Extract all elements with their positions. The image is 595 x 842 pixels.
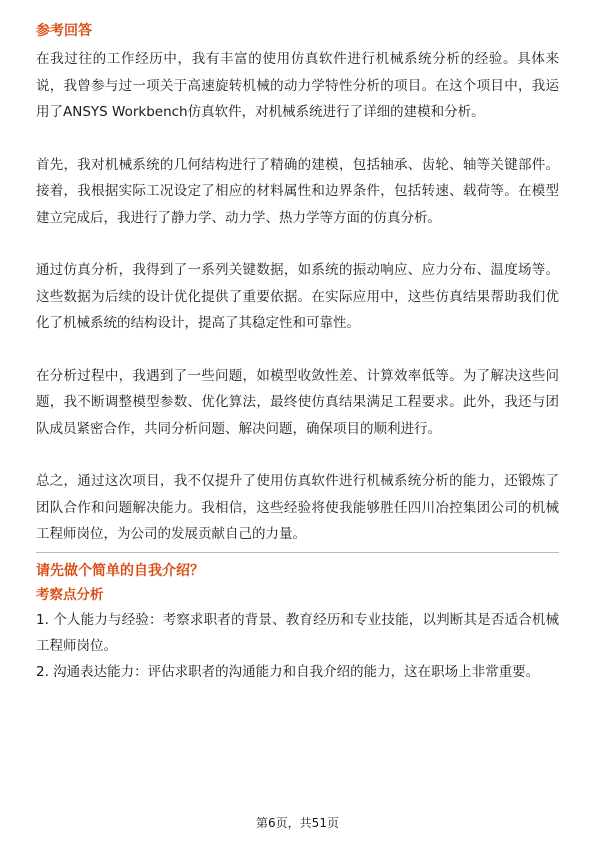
answer-paragraph-4: 在分析过程中，我遇到了一些问题，如模型收敛性差、计算效率低等。为了解决这些问题，我不断调整模型参数、优化算法，最终使仿真结果满足工程要求。此外，我还与团队成员紧密合作，共同分析问题、解决问题，确保项目的顺利进行。 (36, 367, 559, 437)
answer-paragraph-2: 首先，我对机械系统的几何结构进行了精确的建模，包括轴承、齿轮、轴等关键部件。接着，我根据实际工况设定了相应的材料属性和边界条件，包括转速、载荷等。在模型建立完成后，我进行了静力学、动力学、热力学等方面的仿真分析。 (36, 156, 559, 226)
reference-answer-heading: 参考回答 (36, 23, 92, 39)
page-number: 第6页，共51页 (256, 816, 339, 830)
analysis-heading: 考察点分析 (36, 586, 104, 603)
answer-paragraph-3: 通过仿真分析，我得到了一系列关键数据，如系统的振动响应、应力分布、温度场等。这些数据为后续的设计优化提供了重要依据。在实际应用中，这些仿真结果帮助我们优化了机械系统的结构设计，提高了其稳定性和可靠性。 (36, 262, 559, 331)
analysis-item-2: 2. 沟通表达能力：评估求职者的沟通能力和自我介绍的能力，这在职场上非常重要。 (36, 663, 540, 680)
answer-paragraph-5: 总之，通过这次项目，我不仅提升了使用仿真软件进行机械系统分析的能力，还锻炼了团队合作和问题解决能力。我相信，这些经验将使我能够胜任四川冶控集团公司的机械工程师岗位，为公司的发展贡献自己的力量。 (36, 473, 559, 542)
answer-paragraph-1: 在我过往的工作经历中，我有丰富的使用仿真软件进行机械系统分析的经验。具体来说，我曾参与过一项关于高速旋转机械的动力学特性分析的项目。在这个项目中，我运用了ANSYS Workbench仿真软件，对机械系统进行了详细的建模和分析。 (36, 51, 559, 120)
section-divider (36, 552, 559, 553)
interview-question: 请先做个简单的自我介绍？ (36, 562, 204, 579)
analysis-item-1: 1. 个人能力与经验：考察求职者的背景、教育经历和专业技能，以判断其是否适合机械工程师岗位。 (36, 611, 559, 654)
document-page (36, 20, 559, 685)
